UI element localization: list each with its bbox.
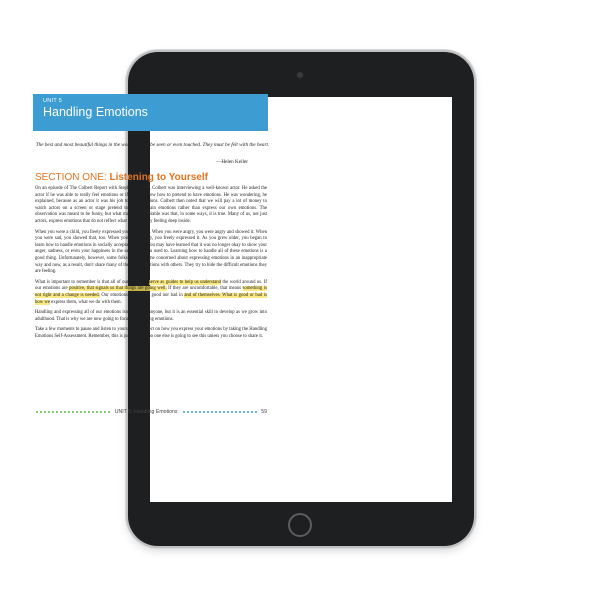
highlighted-text: and of themselves. What is good or bad is how we xyxy=(35,292,267,305)
epigraph-author: —Helen Keller xyxy=(216,159,248,165)
section-prefix: SECTION ONE: xyxy=(35,172,107,183)
camera-icon xyxy=(296,71,304,79)
body-text xyxy=(35,186,267,344)
unit-banner xyxy=(33,94,268,131)
paragraph-1: On an episode of The Colbert Report with Stephen Colbert, Colbert was interviewing a well-known actor. He asked the actor if he was able to really feel emotions or if he only knew how to pretend to have emotions. He was wondering, he explained, because as an actor it was his job to fake emotions. Colbert then noted that we will pay a lot of money to watch actors on a screen or stage pretend to show certain emotions rather than express our own emotions. The observation was meant to be funny, but what made it memorable was that, in some ways, it is true. Many of us, not just actors, express emotions that do not reflect what we are really feeling deep inside. xyxy=(35,186,267,224)
page-footer xyxy=(35,408,267,416)
paragraph-3-text: the world around us. If our emotions are xyxy=(35,279,267,292)
unit-title: Handling Emotions xyxy=(43,105,148,119)
epigraph-quote: The best and most beautiful things in the world cannot be seen or even touched. They must be felt with the heart. xyxy=(35,142,270,148)
footer-label: UNIT 5: Handling Emotions xyxy=(114,409,178,415)
footer-dots-left xyxy=(35,411,111,413)
page-number: 59 xyxy=(261,409,268,415)
unit-label: UNIT 5 xyxy=(43,98,63,104)
paragraph-3-text: If they are uncomfortable, that means xyxy=(166,286,243,292)
section-title: Listening to Yourself xyxy=(109,172,208,183)
footer-dots-right xyxy=(182,411,258,413)
paragraph-3-text: What is important to remember is that all of our emotions xyxy=(35,279,149,285)
home-button[interactable] xyxy=(288,513,312,537)
section-heading xyxy=(35,172,208,183)
paragraph-3 xyxy=(35,280,267,306)
highlighted-text: serve as guides to help us understand xyxy=(148,279,221,285)
highlighted-text: something is not right and a change is needed. xyxy=(35,286,267,298)
paragraph-2: When you were a child, you freely expressed your emotions. When you were angry, you were angry and showed it. When you were sad, you showed that, too. When you were happy, you freely expressed it. As you grew older, you began to learn how to handle emotions in socially acceptable ways. You may have learned that it was no longer okay to show your anger, sadness, or even your happiness in the same way you used to. Learning how to handle all of these emotions is a good thing. Unfortunately, however, some folks have become concerned about expressing emotions in an inappropriate way and now, as a result, don't share many of their true emotions with others. They try to hide the difficult emotions they are feeling. xyxy=(35,229,267,275)
paragraph-4: Handling and expressing all of our emotions isn't easy for anyone, but it is an essential skill to develop as we grow into adulthood. That is why we are now going to focus on handling emotions. xyxy=(35,310,267,322)
paragraph-3-text: express them, what we do with them. xyxy=(49,299,122,305)
paragraph-5: Take a few moments to pause and listen to yourself and reflect on how you express your emotions by taking the Handling Emotions Self-Assessment. Remember, this is just for you; no one else is going to see this unless you choose to share it. xyxy=(35,327,267,339)
highlighted-text: positive, that signals us that things are going well. xyxy=(69,286,167,292)
paragraph-3-text: Our emotions are neither good nor bad in xyxy=(99,292,185,298)
